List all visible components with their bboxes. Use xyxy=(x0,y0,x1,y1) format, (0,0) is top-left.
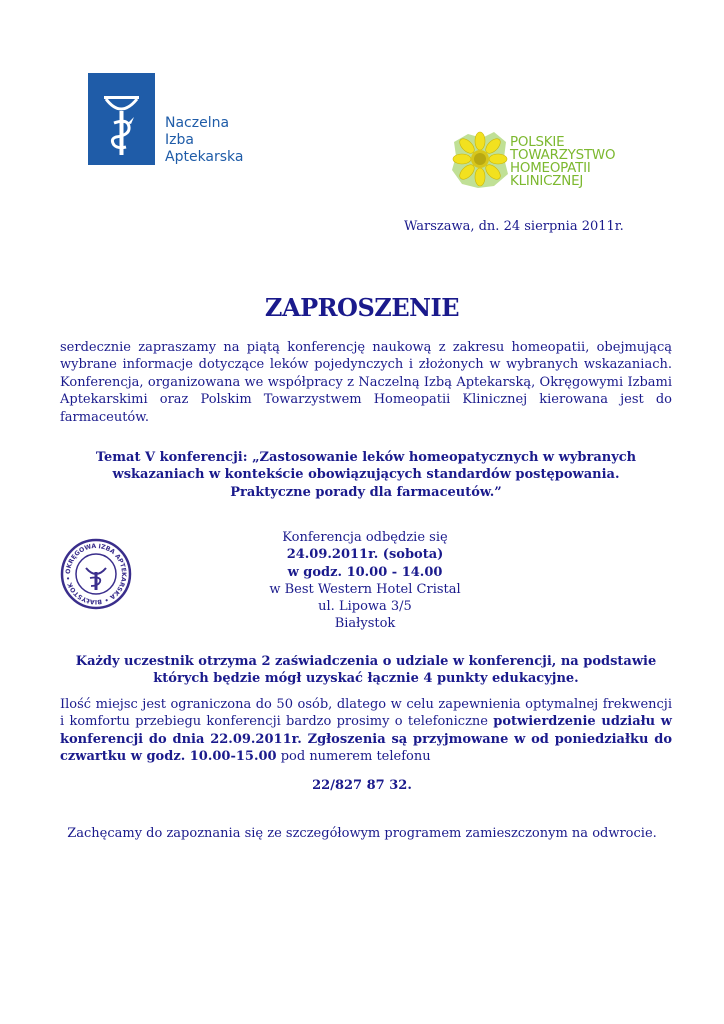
details-street: ul. Lipowa 3/5 xyxy=(318,599,412,615)
registration-text-1: Ilość miejsc jest ograniczona do 50 osób, dlatego w celu zapewnienia optymalnej frekwencji i komfortu przebiegu konferencji bardzo prosimy o telefoniczne xyxy=(60,697,672,730)
pthk-line-3: HOMEOPATII xyxy=(510,161,591,176)
oia-ring-text: OKRĘGOWA IZBA APTEKARSKA • BIAŁYSTOK • xyxy=(64,542,128,606)
registration-deadline: potwierdzenie udziału w konferencji do dnia 22.09.2011r. Zgłoszenia są przyjmowane w od poniedziałku do czwartku w godz. 10.00-15.00 xyxy=(60,714,672,765)
pthk-line-1: POLSKIE xyxy=(510,135,565,150)
certificates-line-1: Każdy uczestnik otrzyma 2 zaświadczenia o udziale w konferencji, na podstawie xyxy=(75,654,657,669)
nia-emblem xyxy=(88,73,155,165)
conference-topic xyxy=(60,449,672,501)
phone-number: 22/827 87 32. xyxy=(312,778,412,793)
nia-name xyxy=(165,115,244,166)
certificates-line-2: których będzie mógł uzyskać łącznie 4 punkty edukacyjne. xyxy=(153,671,579,687)
bowl-of-hygieia-icon xyxy=(88,73,155,165)
conference-details xyxy=(200,529,530,633)
pthk-line-4: KLINICZNEJ xyxy=(510,174,584,189)
topic-line-1: Temat V konferencji: „Zastosowanie leków homeopatycznych w wybranych xyxy=(95,450,637,465)
document-date: Warszawa, dn. 24 sierpnia 2011r. xyxy=(404,219,624,234)
details-date: 24.09.2011r. (sobota) xyxy=(286,547,444,563)
topic-line-3: Praktyczne porady dla farmaceutów.” xyxy=(230,484,502,500)
certificates-note xyxy=(60,653,672,688)
pthk-name xyxy=(510,136,615,188)
details-city: Białystok xyxy=(334,616,396,632)
oia-stamp-logo xyxy=(60,538,132,610)
oia-seal-icon xyxy=(60,538,132,610)
page-title: ZAPROSZENIE xyxy=(264,293,460,322)
registration-text-2: pod numerem telefonu xyxy=(276,749,431,765)
details-time: w godz. 10.00 - 14.00 xyxy=(287,564,443,580)
topic-line-2: wskazaniach w kontekście obowiązujących standardów postępowania. xyxy=(112,467,620,483)
pthk-logo xyxy=(448,128,638,198)
nia-logo xyxy=(88,73,258,168)
nia-line-1: Naczelna xyxy=(165,115,230,131)
details-intro: Konferencja odbędzie się xyxy=(282,530,448,545)
details-venue: w Best Western Hotel Cristal xyxy=(269,581,461,597)
pthk-line-2: TOWARZYSTWO xyxy=(510,148,616,163)
closing-note: Zachęcamy do zapoznania się ze szczegółowym programem zamieszczonym na odwrocie. xyxy=(67,826,657,841)
sunflower-icon xyxy=(448,128,512,192)
intro-paragraph: serdecznie zapraszamy na piątą konferencję naukową z zakresu homeopatii, obejmującą wybrane informacje dotyczące leków pojedynczych i złożonych w wybranych wskazaniach. Konferencja, organizowana we współpracy z Naczelną Izbą Aptekarską, Okręgowymi Izbami Aptekarskimi oraz Polskim Towarzystwem Homeopatii Klinicznej kierowana jest do farmaceutów. xyxy=(60,340,672,425)
nia-line-3: Aptekarska xyxy=(165,149,244,165)
nia-line-2: Izba xyxy=(165,132,194,148)
registration-paragraph xyxy=(60,696,672,766)
